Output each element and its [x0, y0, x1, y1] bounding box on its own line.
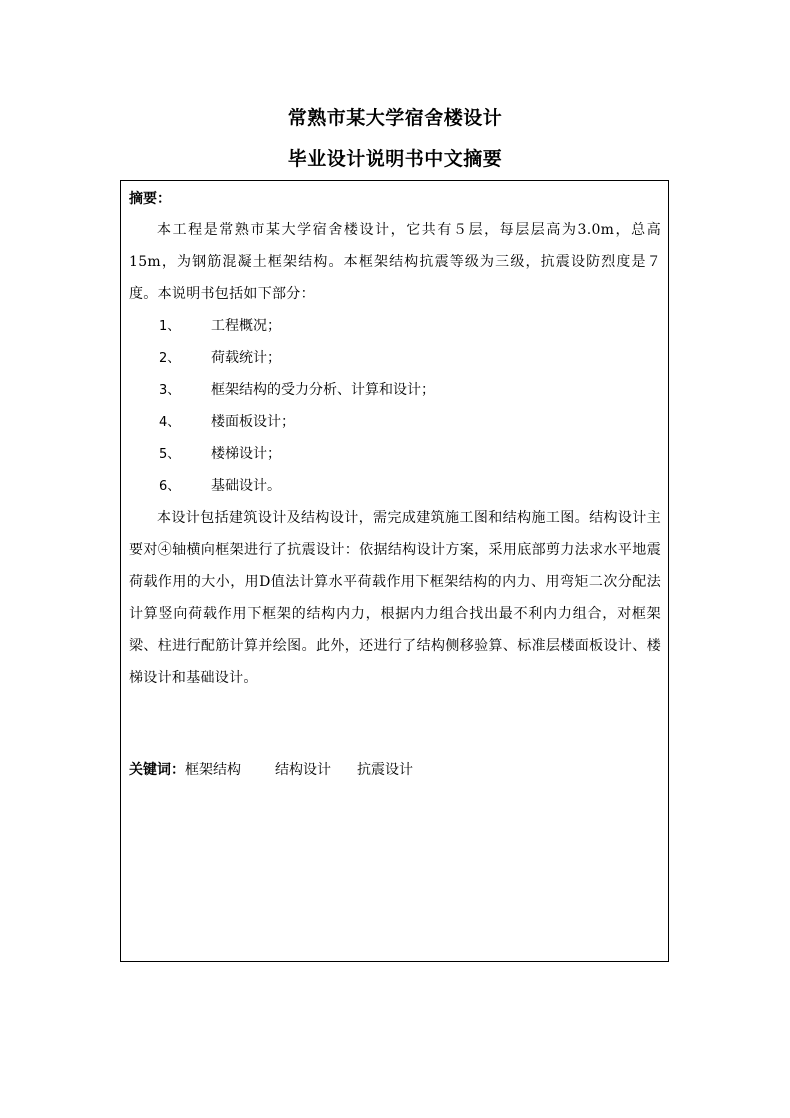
- list-item: [159, 374, 435, 406]
- list-item-number: 6、: [159, 479, 181, 494]
- list-item-text: 框架结构的受力分析、计算和设计；: [211, 382, 435, 398]
- abstract-box: [120, 180, 669, 962]
- document-title: 常熟市某大学宿舍楼设计: [287, 107, 503, 129]
- list-item-number: 5、: [159, 447, 181, 462]
- contents-list: [159, 310, 435, 502]
- list-item: [159, 438, 435, 470]
- list-item: [159, 342, 435, 374]
- keyword: 结构设计: [275, 762, 331, 778]
- abstract-label: 摘要：: [129, 191, 171, 207]
- list-item-number: 2、: [159, 351, 181, 366]
- keywords-line: [129, 758, 413, 782]
- keyword: 抗震设计: [357, 762, 413, 778]
- abstract-body-paragraph: 本设计包括建筑设计及结构设计，需完成建筑施工图和结构施工图。结构设计主要对④轴横向框架进行了抗震设计：依据结构设计方案，采用底部剪力法求水平地震荷载作用的大小，用D值法计算水平荷载作用下框架结构的内力、用弯矩二次分配法计算竖向荷载作用下框架的结构内力，根据内力组合找出最不利内力组合，对框架梁、柱进行配筋计算并绘图。此外，还进行了结构侧移验算、标准层楼面板设计、楼梯设计和基础设计。: [129, 510, 661, 686]
- list-item-number: 4、: [159, 415, 181, 430]
- abstract-intro-paragraph: 本工程是常熟市某大学宿舍楼设计，它共有５层，每层层高为3.0m，总高15m，为钢筋混凝土框架结构。本框架结构抗震等级为三级，抗震设防烈度是７度。本说明书包括如下部分：: [129, 222, 661, 302]
- list-item-text: 工程概况；: [211, 318, 281, 334]
- list-item-number: 3、: [159, 383, 181, 398]
- keywords-label: 关键词：: [129, 762, 185, 778]
- list-item: [159, 310, 435, 342]
- list-item-number: 1、: [159, 319, 181, 334]
- list-item-text: 基础设计。: [211, 478, 281, 494]
- list-item: [159, 470, 435, 502]
- document-subtitle: 毕业设计说明书中文摘要: [287, 148, 503, 170]
- list-item-text: 荷载统计；: [211, 350, 281, 366]
- list-item-text: 楼梯设计；: [211, 446, 281, 462]
- keyword: 框架结构: [185, 762, 241, 778]
- list-item: [159, 406, 435, 438]
- list-item-text: 楼面板设计；: [211, 414, 295, 430]
